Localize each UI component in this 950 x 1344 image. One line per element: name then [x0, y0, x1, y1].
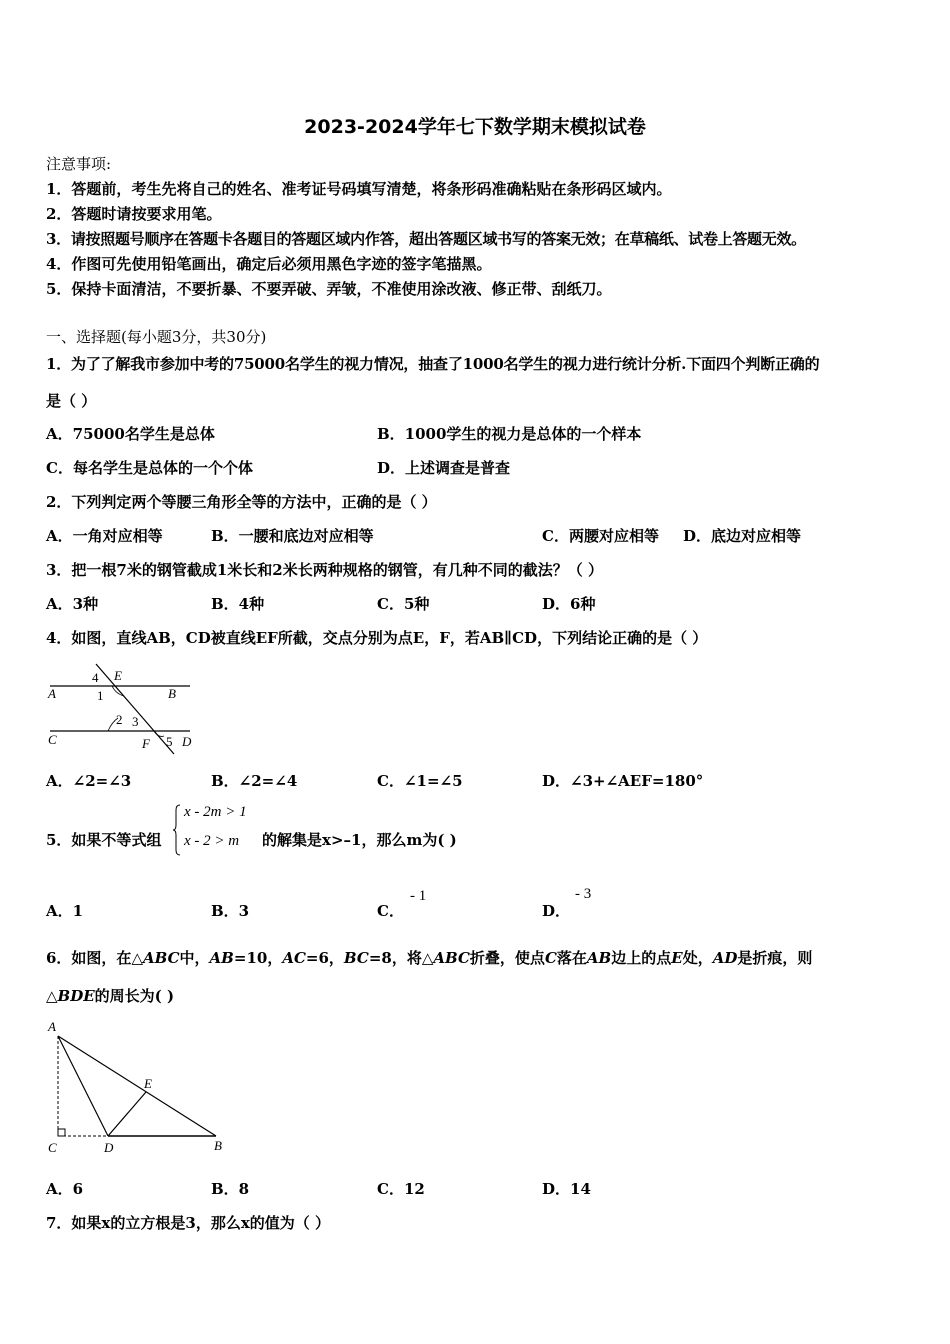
q5-option-d-value: - 3 — [575, 886, 592, 902]
q1-option-b: B．1000学生的视力是总体的一个样本 — [377, 425, 642, 443]
q2-option-c: C．两腰对应相等 — [542, 527, 659, 545]
notes-heading: 注意事项: — [46, 155, 112, 173]
q5-option-a: A．1 — [46, 902, 84, 920]
q4-option-a: A．∠2=∠3 — [46, 772, 132, 790]
note-item: 1．答题前，考生先将自己的姓名、准考证号码填写清楚，将条形码准确粘贴在条形码区域内。 — [46, 180, 672, 198]
q5-brace — [172, 804, 182, 856]
q5-option-c: C． — [377, 902, 404, 920]
q3-option-b: B．4种 — [211, 595, 265, 613]
note-item: 4．作图可先使用铅笔画出，确定后必须用黑色字迹的签字笔描黑。 — [46, 255, 492, 273]
section-heading: 一、选择题(每小题3分，共30分) — [46, 328, 267, 346]
q3-option-a: A．3种 — [46, 595, 99, 613]
q7-stem: 7．如果x的立方根是3，那么x的值为（ ） — [46, 1214, 330, 1232]
q6-stem: 6．如图，在△ABC中，AB=10，AC=6，BC=8，将△ABC折叠，使点C落在AB边上的点E处，AD是折痕，则 — [46, 949, 813, 967]
page-title: 2023-2024学年七下数学期末模拟试卷 — [304, 116, 646, 138]
q6-label-a: A — [48, 1019, 56, 1034]
q1-stem: 1．为了了解我市参加中考的75000名学生的视力情况，抽查了1000名学生的视力进行统计分析.下面四个判断正确的 — [46, 355, 820, 373]
q6-label-b: B — [214, 1138, 222, 1153]
q2-option-a: A．一角对应相等 — [46, 527, 163, 545]
note-item: 5．保持卡面清洁，不要折暴、不要弄破、弄皱，不准使用涂改液、修正带、刮纸刀。 — [46, 280, 612, 298]
q3-option-c: C．5种 — [377, 595, 430, 613]
q6-figure — [44, 1018, 234, 1158]
q4-label-5: 5 — [166, 734, 173, 749]
q6-option-b: B．8 — [211, 1180, 250, 1198]
q4-label-f: F — [142, 736, 150, 751]
q6-option-d: D．14 — [542, 1180, 591, 1198]
q5-stem-post: 的解集是x>–1，那么m为( ) — [262, 831, 457, 849]
q4-label-c: C — [48, 732, 57, 747]
q6-label-e: E — [144, 1076, 152, 1091]
q3-option-d: D．6种 — [542, 595, 596, 613]
q4-label-e: E — [114, 668, 122, 683]
note-item: 3．请按照题号顺序在答题卡各题目的答题区域内作答，超出答题区域书写的答案无效；在草稿纸、试卷上答题无效。 — [46, 230, 806, 248]
q6-option-c: C．12 — [377, 1180, 425, 1198]
q6-label-d: D — [104, 1140, 114, 1155]
q1-stem-cont: 是（ ） — [46, 392, 97, 410]
q1-option-d: D．上述调查是普查 — [377, 459, 511, 477]
q1-option-a: A．75000名学生是总体 — [46, 425, 215, 443]
q2-option-d: D．底边对应相等 — [683, 527, 802, 545]
q2-stem: 2．下列判定两个等腰三角形全等的方法中，正确的是（ ） — [46, 493, 437, 511]
q4-label-3: 3 — [132, 714, 139, 729]
q4-label-4: 4 — [92, 670, 99, 685]
q4-label-d: D — [182, 734, 192, 749]
q4-label-1: 1 — [97, 688, 104, 703]
q5-option-d: D． — [542, 902, 571, 920]
q4-figure — [46, 660, 196, 756]
q3-stem: 3．把一根7米的钢管截成1米长和2米长两种规格的钢管，有几种不同的截法？（ ） — [46, 561, 603, 579]
q4-option-d: D．∠3+∠AEF=180° — [542, 772, 704, 790]
q5-inequality-1: x - 2m > 1 — [184, 804, 247, 820]
q5-option-b: B．3 — [211, 902, 250, 920]
q4-label-a: A — [48, 686, 56, 701]
q5-inequality-2: x - 2 > m — [184, 833, 240, 849]
q4-label-2: 2 — [116, 712, 123, 727]
q4-stem: 4．如图，直线AB，CD被直线EF所截，交点分别为点E，F，若AB∥CD，下列结论正确的是（ ） — [46, 629, 708, 647]
q6-label-c: C — [48, 1140, 57, 1155]
q4-option-b: B．∠2=∠4 — [211, 772, 298, 790]
q4-option-c: C．∠1=∠5 — [377, 772, 463, 790]
q5-option-c-value: - 1 — [410, 888, 427, 904]
q2-option-b: B．一腰和底边对应相等 — [211, 527, 374, 545]
q4-label-b: B — [168, 686, 176, 701]
note-item: 2．答题时请按要求用笔。 — [46, 205, 222, 223]
q5-stem-pre: 5．如果不等式组 — [46, 831, 162, 849]
q6-option-a: A．6 — [46, 1180, 84, 1198]
q6-stem-cont: △BDE的周长为( ) — [46, 987, 175, 1005]
q1-option-c: C．每名学生是总体的一个个体 — [46, 459, 253, 477]
